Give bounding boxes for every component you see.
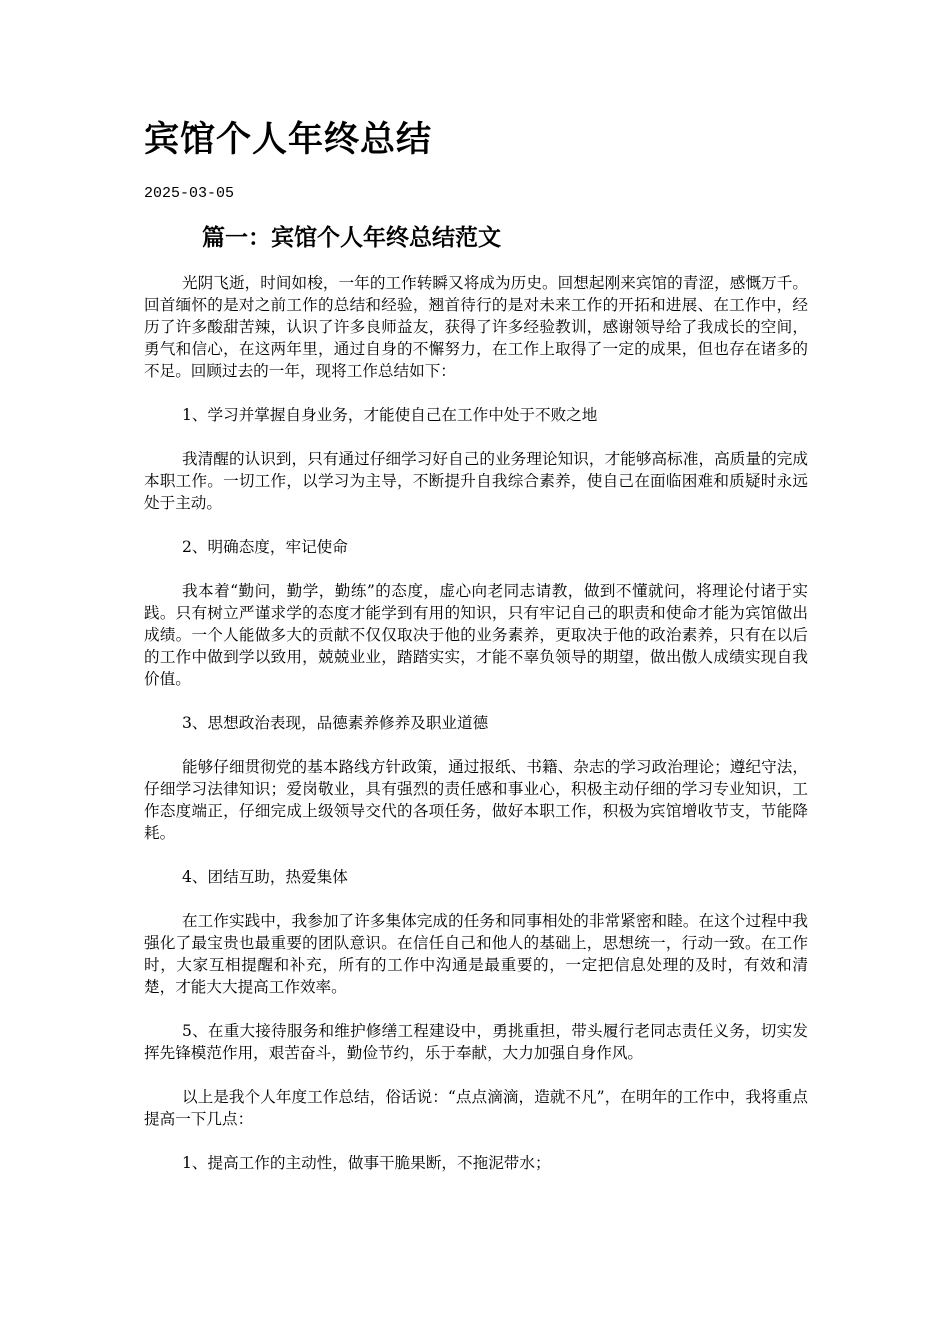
paragraph-heading-3: 3、思想政治表现，品德素养修养及职业道德 [182, 714, 489, 732]
paragraph-heading-2: 2、明确态度，牢记使命 [182, 538, 348, 556]
document-body [144, 272, 808, 1174]
document-page [144, 112, 808, 1174]
paragraph-plan-1: 1、提高工作的主动性，做事干脆果断，不拖泥带水； [182, 1154, 551, 1172]
paragraph-summary: 以上是我个人年度工作总结，俗话说：“点点滴滴，造就不凡”，在明年的工作中，我将重点提高一下几点： [144, 1088, 808, 1128]
paragraph-heading-4: 4、团结互助，热爱集体 [182, 868, 348, 886]
document-date: 2025-03-05 [144, 185, 235, 202]
paragraph-heading-1: 1、学习并掌握自身业务，才能使自己在工作中处于不败之地 [182, 406, 598, 424]
paragraph-5: 5、在重大接待服务和维护修缮工程建设中，勇挑重担，带头履行老同志责任义务，切实发挥先锋模范作用，艰苦奋斗，勤俭节约，乐于奉献，大力加强自身作风。 [144, 1022, 808, 1062]
paragraph-intro: 光阴飞逝，时间如梭，一年的工作转瞬又将成为历史。回想起刚来宾馆的青涩，感慨万千。回首缅怀的是对之前工作的总结和经验，翘首待行的是对未来工作的开拓和进展、在工作中，经历了许多酸甜苦辣，认识了许多良师益友，获得了许多经验教训，感谢领导给了我成长的空间，勇气和信心，在这两年里，通过自身的不懈努力，在工作上取得了一定的成果，但也存在诸多的不足。回顾过去的一年，现将工作总结如下： [144, 274, 808, 380]
paragraph-3: 能够仔细贯彻党的基本路线方针政策，通过报纸、书籍、杂志的学习政治理论；遵纪守法，仔细学习法律知识；爱岗敬业，具有强烈的责任感和事业心，积极主动仔细的学习专业知识，工作态度端正，仔细完成上级领导交代的各项任务，做好本职工作，积极为宾馆增收节支，节能降耗。 [144, 758, 808, 842]
document-title: 宾馆个人年终总结 [144, 120, 433, 160]
section-title: 篇一：宾馆个人年终总结范文 [202, 225, 501, 251]
paragraph-2: 我本着“勤问，勤学，勤练”的态度，虚心向老同志请教，做到不懂就问，将理论付诸于实践。只有树立严谨求学的态度才能学到有用的知识，只有牢记自己的职责和使命才能为宾馆做出成绩。一个人能做多大的贡献不仅仅取决于他的业务素养，更取决于他的政治素养，只有在以后的工作中做到学以致用，兢兢业业，踏踏实实，才能不辜负领导的期望，做出傲人成绩实现自我价值。 [144, 582, 808, 688]
paragraph-4: 在工作实践中，我参加了许多集体完成的任务和同事相处的非常紧密和睦。在这个过程中我强化了最宝贵也最重要的团队意识。在信任自己和他人的基础上，思想统一，行动一致。在工作时，大家互相提醒和补充，所有的工作中沟通是最重要的，一定把信息处理的及时，有效和清楚，才能大大提高工作效率。 [144, 912, 808, 996]
paragraph-1: 我清醒的认识到，只有通过仔细学习好自己的业务理论知识，才能够高标准，高质量的完成本职工作。一切工作，以学习为主导，不断提升自我综合素养，使自己在面临困难和质疑时永远处于主动。 [144, 450, 808, 512]
